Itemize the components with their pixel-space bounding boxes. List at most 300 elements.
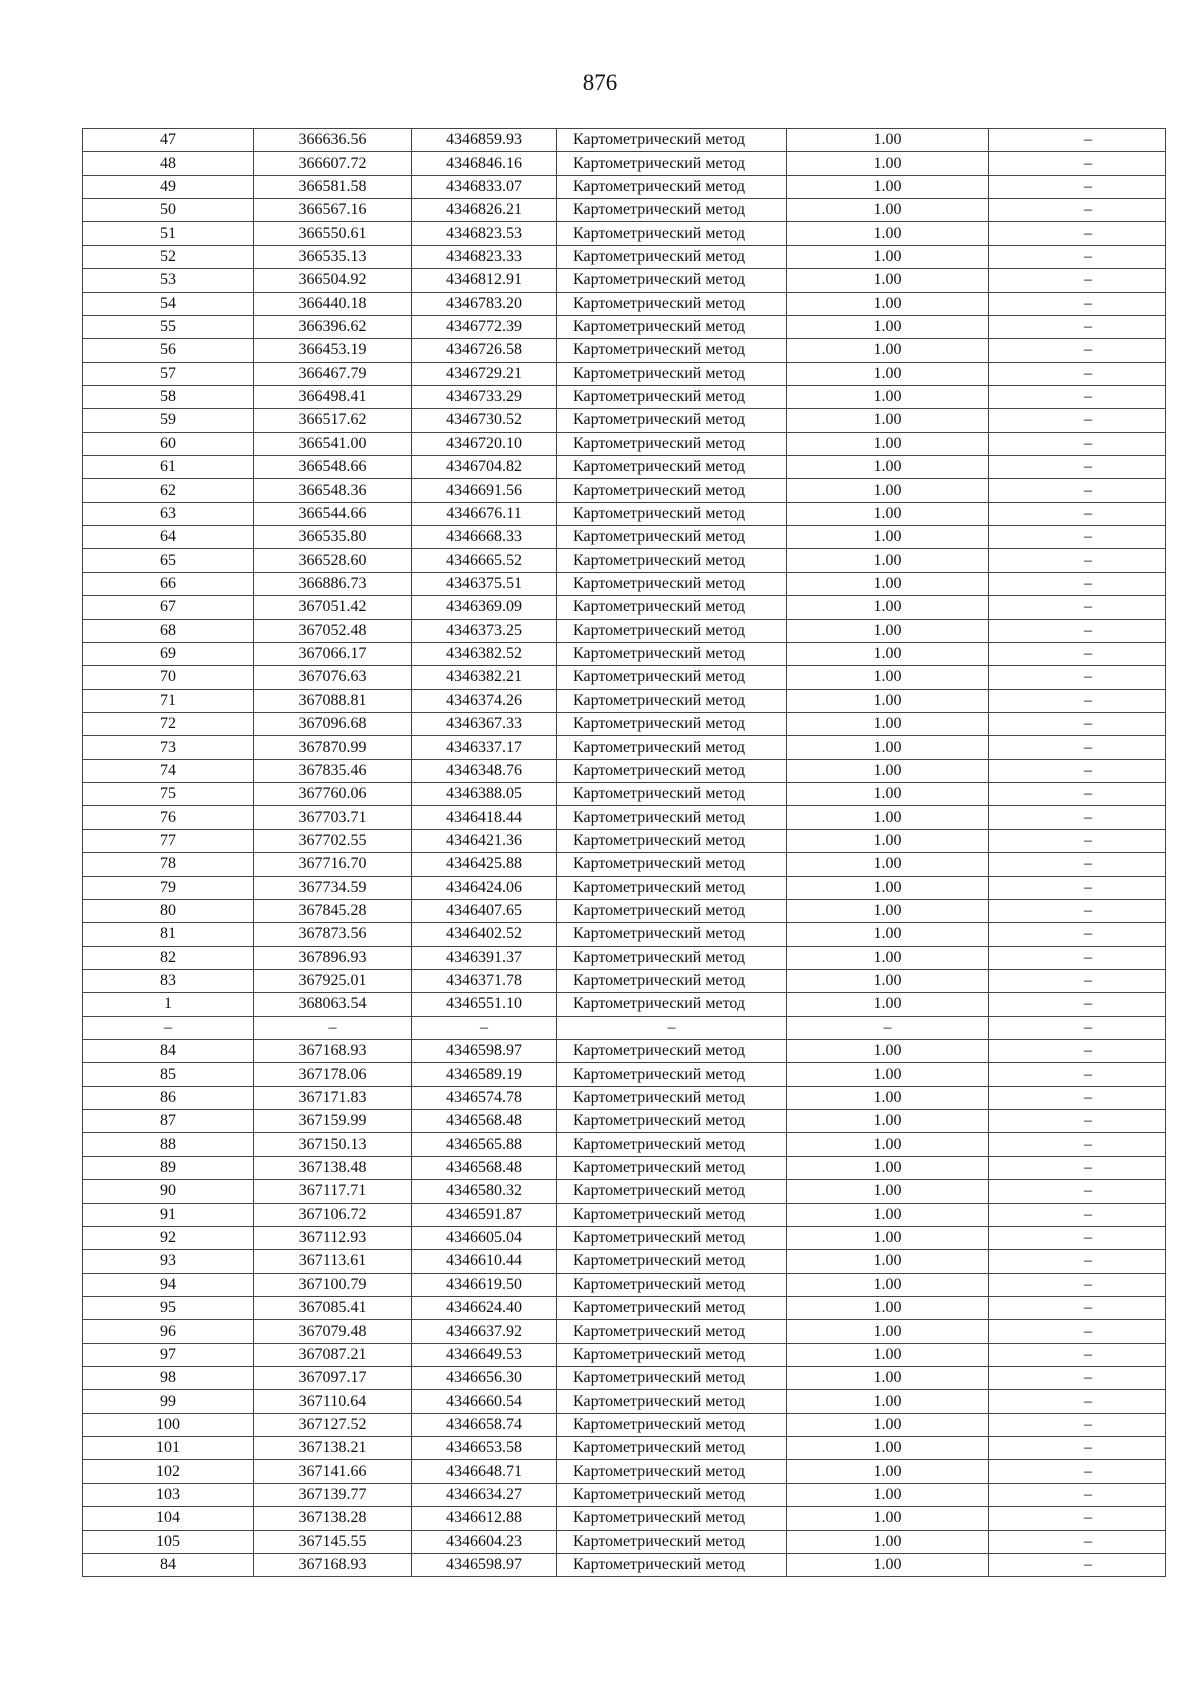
- method-cell: Картометрический метод: [557, 1180, 787, 1203]
- point-number-cell: 50: [83, 199, 254, 222]
- y-coordinate-cell: 4346610.44: [412, 1250, 557, 1273]
- y-coordinate-cell: 4346823.33: [412, 245, 557, 268]
- page-number: 876: [582, 70, 618, 95]
- method-cell: Картометрический метод: [557, 339, 787, 362]
- y-coordinate-cell: 4346407.65: [412, 899, 557, 922]
- point-number-cell: 74: [83, 759, 254, 782]
- y-coordinate-cell: 4346604.23: [412, 1530, 557, 1553]
- note-cell: –: [989, 175, 1166, 198]
- method-cell: Картометрический метод: [557, 175, 787, 198]
- point-number-cell: 49: [83, 175, 254, 198]
- method-cell: Картометрический метод: [557, 1343, 787, 1366]
- method-cell: –: [557, 1016, 787, 1039]
- accuracy-cell: 1.00: [787, 619, 989, 642]
- note-cell: –: [989, 1086, 1166, 1109]
- method-cell: Картометрический метод: [557, 1530, 787, 1553]
- x-coordinate-cell: 367896.93: [254, 946, 412, 969]
- table-row: [83, 129, 1166, 152]
- accuracy-cell: 1.00: [787, 432, 989, 455]
- method-cell: Картометрический метод: [557, 829, 787, 852]
- point-number-cell: 1: [83, 993, 254, 1016]
- point-number-cell: 90: [83, 1180, 254, 1203]
- method-cell: Картометрический метод: [557, 853, 787, 876]
- note-cell: –: [989, 946, 1166, 969]
- x-coordinate-cell: 367873.56: [254, 923, 412, 946]
- point-number-cell: 53: [83, 269, 254, 292]
- point-number-cell: 77: [83, 829, 254, 852]
- point-number-cell: 57: [83, 362, 254, 385]
- point-number-cell: 59: [83, 409, 254, 432]
- point-number-cell: 69: [83, 642, 254, 665]
- note-cell: –: [989, 1156, 1166, 1179]
- table-row: [83, 1343, 1166, 1366]
- accuracy-cell: 1.00: [787, 175, 989, 198]
- method-cell: Картометрический метод: [557, 549, 787, 572]
- point-number-cell: 99: [83, 1390, 254, 1413]
- y-coordinate-cell: 4346648.71: [412, 1460, 557, 1483]
- x-coordinate-cell: 367835.46: [254, 759, 412, 782]
- accuracy-cell: 1.00: [787, 362, 989, 385]
- table-row: [83, 642, 1166, 665]
- x-coordinate-cell: 367845.28: [254, 899, 412, 922]
- note-cell: –: [989, 923, 1166, 946]
- accuracy-cell: 1.00: [787, 923, 989, 946]
- method-cell: Картометрический метод: [557, 456, 787, 479]
- table-row: [83, 1180, 1166, 1203]
- table-row: [83, 899, 1166, 922]
- x-coordinate-cell: 366535.80: [254, 526, 412, 549]
- accuracy-cell: 1.00: [787, 1156, 989, 1179]
- table-row: [83, 1507, 1166, 1530]
- table-row: [83, 946, 1166, 969]
- accuracy-cell: 1.00: [787, 1133, 989, 1156]
- y-coordinate-cell: 4346369.09: [412, 596, 557, 619]
- y-coordinate-cell: 4346720.10: [412, 432, 557, 455]
- point-number-cell: 75: [83, 783, 254, 806]
- method-cell: Картометрический метод: [557, 502, 787, 525]
- table-row: [83, 199, 1166, 222]
- note-cell: –: [989, 222, 1166, 245]
- table-row: [83, 1483, 1166, 1506]
- y-coordinate-cell: 4346418.44: [412, 806, 557, 829]
- accuracy-cell: 1.00: [787, 549, 989, 572]
- table-row: [83, 853, 1166, 876]
- note-cell: –: [989, 1437, 1166, 1460]
- note-cell: –: [989, 736, 1166, 759]
- accuracy-cell: 1.00: [787, 199, 989, 222]
- accuracy-cell: 1.00: [787, 783, 989, 806]
- point-number-cell: 62: [83, 479, 254, 502]
- table-row: [83, 292, 1166, 315]
- method-cell: Картометрический метод: [557, 619, 787, 642]
- note-cell: –: [989, 1320, 1166, 1343]
- accuracy-cell: 1.00: [787, 572, 989, 595]
- note-cell: –: [989, 432, 1166, 455]
- note-cell: –: [989, 829, 1166, 852]
- y-coordinate-cell: 4346733.29: [412, 385, 557, 408]
- method-cell: Картометрический метод: [557, 1320, 787, 1343]
- y-coordinate-cell: 4346783.20: [412, 292, 557, 315]
- point-number-cell: 73: [83, 736, 254, 759]
- method-cell: Картометрический метод: [557, 292, 787, 315]
- method-cell: Картометрический метод: [557, 712, 787, 735]
- x-coordinate-cell: 367100.79: [254, 1273, 412, 1296]
- table-row: [83, 1413, 1166, 1436]
- point-number-cell: 83: [83, 969, 254, 992]
- accuracy-cell: 1.00: [787, 1063, 989, 1086]
- y-coordinate-cell: 4346589.19: [412, 1063, 557, 1086]
- y-coordinate-cell: 4346388.05: [412, 783, 557, 806]
- point-number-cell: 82: [83, 946, 254, 969]
- note-cell: –: [989, 1203, 1166, 1226]
- note-cell: –: [989, 526, 1166, 549]
- method-cell: Картометрический метод: [557, 759, 787, 782]
- x-coordinate-cell: 367138.21: [254, 1437, 412, 1460]
- method-cell: Картометрический метод: [557, 152, 787, 175]
- x-coordinate-cell: 367703.71: [254, 806, 412, 829]
- method-cell: Картометрический метод: [557, 1156, 787, 1179]
- accuracy-cell: 1.00: [787, 829, 989, 852]
- table-row: [83, 1226, 1166, 1249]
- x-coordinate-cell: 367051.42: [254, 596, 412, 619]
- point-number-cell: –: [83, 1016, 254, 1039]
- table-row: [83, 1250, 1166, 1273]
- accuracy-cell: 1.00: [787, 526, 989, 549]
- point-number-cell: 61: [83, 456, 254, 479]
- x-coordinate-cell: 366607.72: [254, 152, 412, 175]
- method-cell: Картометрический метод: [557, 432, 787, 455]
- x-coordinate-cell: 366504.92: [254, 269, 412, 292]
- method-cell: Картометрический метод: [557, 923, 787, 946]
- note-cell: –: [989, 689, 1166, 712]
- accuracy-cell: 1.00: [787, 876, 989, 899]
- table-row: [83, 619, 1166, 642]
- point-number-cell: 98: [83, 1367, 254, 1390]
- accuracy-cell: 1.00: [787, 642, 989, 665]
- note-cell: –: [989, 1016, 1166, 1039]
- point-number-cell: 79: [83, 876, 254, 899]
- point-number-cell: 91: [83, 1203, 254, 1226]
- note-cell: –: [989, 245, 1166, 268]
- note-cell: –: [989, 1063, 1166, 1086]
- point-number-cell: 86: [83, 1086, 254, 1109]
- x-coordinate-cell: 367066.17: [254, 642, 412, 665]
- y-coordinate-cell: 4346729.21: [412, 362, 557, 385]
- accuracy-cell: 1.00: [787, 1343, 989, 1366]
- y-coordinate-cell: 4346653.58: [412, 1437, 557, 1460]
- point-number-cell: 65: [83, 549, 254, 572]
- y-coordinate-cell: 4346424.06: [412, 876, 557, 899]
- method-cell: Картометрический метод: [557, 1063, 787, 1086]
- accuracy-cell: 1.00: [787, 456, 989, 479]
- x-coordinate-cell: 366548.36: [254, 479, 412, 502]
- y-coordinate-cell: 4346624.40: [412, 1296, 557, 1319]
- y-coordinate-cell: 4346373.25: [412, 619, 557, 642]
- point-number-cell: 93: [83, 1250, 254, 1273]
- note-cell: –: [989, 479, 1166, 502]
- table-row: [83, 759, 1166, 782]
- method-cell: Картометрический метод: [557, 642, 787, 665]
- y-coordinate-cell: 4346382.52: [412, 642, 557, 665]
- note-cell: –: [989, 899, 1166, 922]
- note-cell: –: [989, 549, 1166, 572]
- note-cell: –: [989, 712, 1166, 735]
- table-row: [83, 222, 1166, 245]
- method-cell: Картометрический метод: [557, 993, 787, 1016]
- y-coordinate-cell: 4346656.30: [412, 1367, 557, 1390]
- x-coordinate-cell: 367925.01: [254, 969, 412, 992]
- table-row: [83, 1063, 1166, 1086]
- method-cell: Картометрический метод: [557, 1413, 787, 1436]
- method-cell: Картометрический метод: [557, 1390, 787, 1413]
- table-row: [83, 572, 1166, 595]
- y-coordinate-cell: 4346402.52: [412, 923, 557, 946]
- accuracy-cell: 1.00: [787, 853, 989, 876]
- y-coordinate-cell: 4346568.48: [412, 1156, 557, 1179]
- point-number-cell: 51: [83, 222, 254, 245]
- y-coordinate-cell: 4346580.32: [412, 1180, 557, 1203]
- x-coordinate-cell: 366581.58: [254, 175, 412, 198]
- table-row: [83, 1460, 1166, 1483]
- y-coordinate-cell: 4346704.82: [412, 456, 557, 479]
- point-number-cell: 48: [83, 152, 254, 175]
- x-coordinate-cell: 367734.59: [254, 876, 412, 899]
- method-cell: Картометрический метод: [557, 596, 787, 619]
- accuracy-cell: 1.00: [787, 993, 989, 1016]
- accuracy-cell: 1.00: [787, 1296, 989, 1319]
- table-row: [83, 269, 1166, 292]
- method-cell: Картометрический метод: [557, 129, 787, 152]
- y-coordinate-cell: 4346846.16: [412, 152, 557, 175]
- point-number-cell: 84: [83, 1040, 254, 1063]
- method-cell: Картометрический метод: [557, 1203, 787, 1226]
- accuracy-cell: 1.00: [787, 946, 989, 969]
- accuracy-cell: 1.00: [787, 806, 989, 829]
- note-cell: –: [989, 666, 1166, 689]
- note-cell: –: [989, 1040, 1166, 1063]
- note-cell: –: [989, 1553, 1166, 1576]
- accuracy-cell: 1.00: [787, 1086, 989, 1109]
- accuracy-cell: 1.00: [787, 339, 989, 362]
- table-row: [83, 502, 1166, 525]
- accuracy-cell: 1.00: [787, 152, 989, 175]
- note-cell: –: [989, 129, 1166, 152]
- note-cell: –: [989, 199, 1166, 222]
- x-coordinate-cell: 367138.28: [254, 1507, 412, 1530]
- y-coordinate-cell: 4346337.17: [412, 736, 557, 759]
- method-cell: Картометрический метод: [557, 1437, 787, 1460]
- x-coordinate-cell: 367138.48: [254, 1156, 412, 1179]
- table-row: [83, 245, 1166, 268]
- point-number-cell: 89: [83, 1156, 254, 1179]
- method-cell: Картометрический метод: [557, 1553, 787, 1576]
- point-number-cell: 58: [83, 385, 254, 408]
- method-cell: Картометрический метод: [557, 736, 787, 759]
- note-cell: –: [989, 1483, 1166, 1506]
- table-row: [83, 1110, 1166, 1133]
- table-row: [83, 1086, 1166, 1109]
- y-coordinate-cell: 4346676.11: [412, 502, 557, 525]
- method-cell: Картометрический метод: [557, 245, 787, 268]
- method-cell: Картометрический метод: [557, 969, 787, 992]
- method-cell: Картометрический метод: [557, 1460, 787, 1483]
- x-coordinate-cell: 367113.61: [254, 1250, 412, 1273]
- method-cell: Картометрический метод: [557, 479, 787, 502]
- note-cell: –: [989, 572, 1166, 595]
- table-row: [83, 1390, 1166, 1413]
- accuracy-cell: 1.00: [787, 1413, 989, 1436]
- method-cell: Картометрический метод: [557, 315, 787, 338]
- note-cell: –: [989, 806, 1166, 829]
- table-row: [83, 1203, 1166, 1226]
- note-cell: –: [989, 1460, 1166, 1483]
- accuracy-cell: 1.00: [787, 1180, 989, 1203]
- table-row: [83, 876, 1166, 899]
- table-row: [83, 1156, 1166, 1179]
- note-cell: –: [989, 1226, 1166, 1249]
- y-coordinate-cell: 4346634.27: [412, 1483, 557, 1506]
- coordinates-table: [82, 128, 1166, 1577]
- point-number-cell: 103: [83, 1483, 254, 1506]
- y-coordinate-cell: 4346619.50: [412, 1273, 557, 1296]
- point-number-cell: 100: [83, 1413, 254, 1436]
- method-cell: Картометрический метод: [557, 526, 787, 549]
- y-coordinate-cell: 4346691.56: [412, 479, 557, 502]
- x-coordinate-cell: 367168.93: [254, 1040, 412, 1063]
- y-coordinate-cell: 4346421.36: [412, 829, 557, 852]
- point-number-cell: 95: [83, 1296, 254, 1319]
- accuracy-cell: 1.00: [787, 759, 989, 782]
- note-cell: –: [989, 292, 1166, 315]
- point-number-cell: 63: [83, 502, 254, 525]
- accuracy-cell: 1.00: [787, 899, 989, 922]
- accuracy-cell: 1.00: [787, 969, 989, 992]
- point-number-cell: 92: [83, 1226, 254, 1249]
- x-coordinate-cell: 366453.19: [254, 339, 412, 362]
- accuracy-cell: 1.00: [787, 1203, 989, 1226]
- note-cell: –: [989, 969, 1166, 992]
- accuracy-cell: 1.00: [787, 1483, 989, 1506]
- y-coordinate-cell: 4346382.21: [412, 666, 557, 689]
- y-coordinate-cell: 4346375.51: [412, 572, 557, 595]
- accuracy-cell: 1.00: [787, 269, 989, 292]
- accuracy-cell: 1.00: [787, 689, 989, 712]
- x-coordinate-cell: 367097.17: [254, 1367, 412, 1390]
- point-number-cell: 105: [83, 1530, 254, 1553]
- method-cell: Картометрический метод: [557, 783, 787, 806]
- x-coordinate-cell: –: [254, 1016, 412, 1039]
- note-cell: –: [989, 315, 1166, 338]
- method-cell: Картометрический метод: [557, 899, 787, 922]
- point-number-cell: 56: [83, 339, 254, 362]
- method-cell: Картометрический метод: [557, 689, 787, 712]
- x-coordinate-cell: 367087.21: [254, 1343, 412, 1366]
- point-number-cell: 60: [83, 432, 254, 455]
- method-cell: Картометрический метод: [557, 269, 787, 292]
- method-cell: Картометрический метод: [557, 1367, 787, 1390]
- point-number-cell: 55: [83, 315, 254, 338]
- table-row: [83, 969, 1166, 992]
- table-row: [83, 1296, 1166, 1319]
- point-number-cell: 94: [83, 1273, 254, 1296]
- x-coordinate-cell: 367096.68: [254, 712, 412, 735]
- method-cell: Картометрический метод: [557, 1226, 787, 1249]
- x-coordinate-cell: 367716.70: [254, 853, 412, 876]
- table-row: [83, 712, 1166, 735]
- table-row: [83, 432, 1166, 455]
- y-coordinate-cell: 4346772.39: [412, 315, 557, 338]
- table-row: [83, 1040, 1166, 1063]
- y-coordinate-cell: 4346367.33: [412, 712, 557, 735]
- accuracy-cell: 1.00: [787, 502, 989, 525]
- note-cell: –: [989, 269, 1166, 292]
- x-coordinate-cell: 367110.64: [254, 1390, 412, 1413]
- accuracy-cell: 1.00: [787, 1390, 989, 1413]
- y-coordinate-cell: 4346605.04: [412, 1226, 557, 1249]
- accuracy-cell: 1.00: [787, 666, 989, 689]
- point-number-cell: 66: [83, 572, 254, 595]
- y-coordinate-cell: 4346425.88: [412, 853, 557, 876]
- x-coordinate-cell: 367760.06: [254, 783, 412, 806]
- method-cell: Картометрический метод: [557, 1086, 787, 1109]
- note-cell: –: [989, 642, 1166, 665]
- point-number-cell: 80: [83, 899, 254, 922]
- y-coordinate-cell: 4346371.78: [412, 969, 557, 992]
- table-row: [83, 339, 1166, 362]
- method-cell: Картометрический метод: [557, 1040, 787, 1063]
- point-number-cell: 52: [83, 245, 254, 268]
- x-coordinate-cell: 366541.00: [254, 432, 412, 455]
- x-coordinate-cell: 367168.93: [254, 1553, 412, 1576]
- accuracy-cell: 1.00: [787, 315, 989, 338]
- x-coordinate-cell: 367870.99: [254, 736, 412, 759]
- accuracy-cell: 1.00: [787, 1226, 989, 1249]
- table-row: [83, 666, 1166, 689]
- table-row: [83, 923, 1166, 946]
- table-row: [83, 456, 1166, 479]
- accuracy-cell: 1.00: [787, 245, 989, 268]
- y-coordinate-cell: 4346598.97: [412, 1553, 557, 1576]
- x-coordinate-cell: 367079.48: [254, 1320, 412, 1343]
- x-coordinate-cell: 366544.66: [254, 502, 412, 525]
- method-cell: Картометрический метод: [557, 1483, 787, 1506]
- method-cell: Картометрический метод: [557, 876, 787, 899]
- accuracy-cell: 1.00: [787, 1110, 989, 1133]
- table-row: [83, 736, 1166, 759]
- accuracy-cell: 1.00: [787, 596, 989, 619]
- point-number-cell: 70: [83, 666, 254, 689]
- y-coordinate-cell: 4346374.26: [412, 689, 557, 712]
- table-row: [83, 1133, 1166, 1156]
- point-number-cell: 78: [83, 853, 254, 876]
- x-coordinate-cell: 367076.63: [254, 666, 412, 689]
- accuracy-cell: 1.00: [787, 1530, 989, 1553]
- note-cell: –: [989, 759, 1166, 782]
- x-coordinate-cell: 366528.60: [254, 549, 412, 572]
- y-coordinate-cell: 4346833.07: [412, 175, 557, 198]
- x-coordinate-cell: 366498.41: [254, 385, 412, 408]
- note-cell: –: [989, 619, 1166, 642]
- table-row: [83, 1367, 1166, 1390]
- y-coordinate-cell: 4346574.78: [412, 1086, 557, 1109]
- table-row: [83, 549, 1166, 572]
- note-cell: –: [989, 876, 1166, 899]
- note-cell: –: [989, 1507, 1166, 1530]
- table-row: [83, 175, 1166, 198]
- accuracy-cell: 1.00: [787, 1367, 989, 1390]
- note-cell: –: [989, 409, 1166, 432]
- x-coordinate-cell: 366548.66: [254, 456, 412, 479]
